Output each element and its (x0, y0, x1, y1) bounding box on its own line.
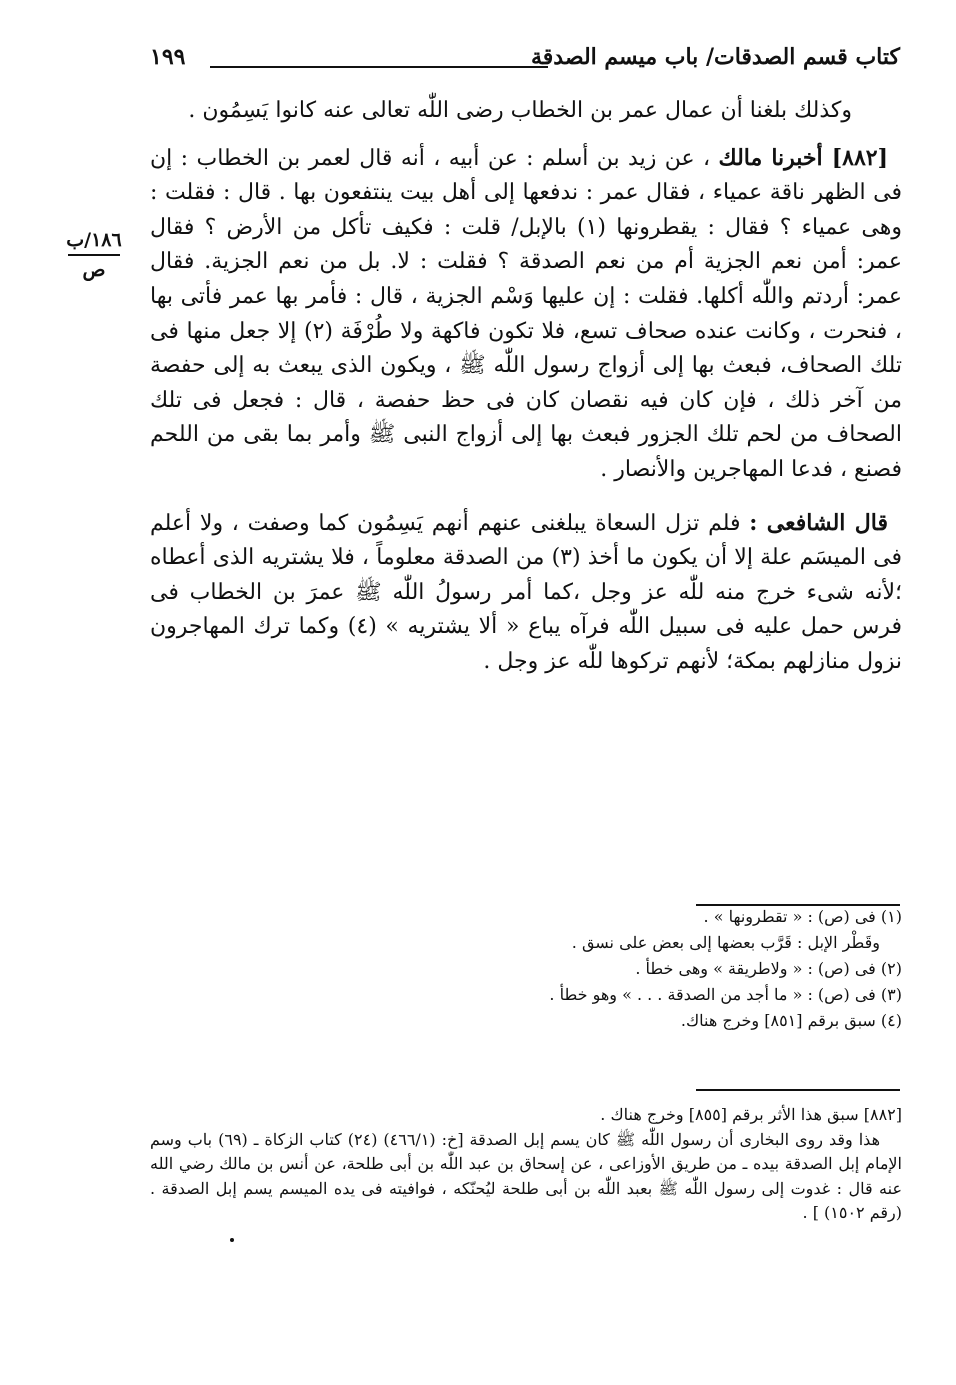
manuscript-folio-note (62, 228, 126, 282)
shafii-text: فلم تزل السعاة يبلغنى عنهم أنهم يَسِمُون كما وصفت ، ولا أعلم فى الميسَم علة إلا أن يكون ما أخذ (٣) من الصدقة معلوماً ، فلا يشتريه الذى أعطاه ؛لأنه شىء خرج منه للّٰه عز وجل ،كما أمر رسولُ اللّٰه ﷺ عمرَ بن الخطاب فى فرس حمل عليه فى سبيل اللّٰه فرآه يباع « ألا يشتريه » (٤) وكما ترك المهاجرون نزول منازلهم بمكة؛ لأنهم تركوها للّٰه عز وجل . (150, 510, 902, 674)
footnote-1: (١) فى (ص) : « تقطرونها » . (703, 907, 902, 926)
manuscript-siglum: ص (82, 259, 106, 281)
main-text (150, 94, 902, 680)
folio-reference: ١٨٦/ب (66, 229, 122, 251)
footnote-1-gloss: وقَطْر الإبل : قَرَّب بعضها إلى بعض على نسق . (571, 933, 880, 952)
footnote-3: (٣) فى (ص) : « ما أجد من الصدقة . . . » وهو خطأ . (549, 985, 902, 1004)
footnote-4: (٤) سبق برقم [٨٥١] وخرج هناك. (680, 1011, 902, 1030)
athar-882-paragraph (150, 141, 902, 488)
athar-text: ، عن زيد بن أسلم : عن أبيه ، أنه قال لعمر بن الخطاب : إن فى الظهر ناقة عمياء ، فقال عمر : ندفعها إلى أهل بيت ينتفعون بها . قال : فقلت : وهى عمياء ؟ فقال : يقطرونها (١) بالإبل/ قلت : فكيف تأكل من الأرض ؟ فقال عمر: أمن نعم الجزية أم من نعم الصدقة ؟ فقلت : لا. بل من نعم الجزية. فقال عمر: أردتم واللّٰه أكلها. فقلت : إن عليها وَسْم الجزية ، قال : فأمر بها عمر فأتى بها ، فنحرت ، وكانت عنده صحاف تسع، فلا تكون فاكهة ولا طُرْفَة (٢) إلا جعل منها فى تلك الصحاف، فبعث بها إلى أزواج رسول اللّٰه ﷺ ، ويكون الذى يبعث به إلى حفصة من آخر ذلك ، فإن كان فيه نقصان كان فى حظ حفصة ، قال : فجعل فى تلك الصحاف من لحم تلك الجزور فبعث بها إلى أزواج النبى ﷺ وأمر بما بقى من اللحم فصنع ، فدعا المهاجرين والأنصار . (150, 145, 902, 482)
footnotes (150, 904, 902, 1034)
header-rule (210, 66, 548, 68)
footnote-2: (٢) فى (ص) : « ولاطريقة » وهى خطأ . (635, 959, 902, 978)
page-number: ١٩٩ (150, 44, 186, 70)
ink-dot (230, 1238, 234, 1242)
takhrij-notes (150, 1103, 902, 1226)
header-title: كتاب قسم الصدقات/ باب ميسم الصدقة (531, 44, 900, 70)
takhrij-rule (696, 1089, 900, 1091)
folio-rule (68, 254, 120, 256)
running-header (150, 44, 900, 84)
shafii-lead: قال الشافعى : (749, 509, 888, 536)
takhrij-line-1: [٨٨٢] سبق هذا الأثر برقم [٨٥٥] وخرج هناك . (600, 1105, 902, 1124)
athar-lead: [٨٨٢] أخبرنا مالك (718, 144, 888, 171)
takhrij-line-2: هذا وقد روى البخارى أن رسول اللّٰه ﷺ كان يسم إبل الصدقة [خ: (٤٦٦/١) (٢٤) كتاب الزكاة ـ (٦٩) باب وسم الإمام إبل الصدقة بيده ـ من طريق الأوزاعى ، عن إسحاق بن عبد اللّٰه بن أبى طلحة، عن أنس بن مالك رضي الله عنه قال : غدوت إلى رسول اللّٰه ﷺ بعبد اللّٰه بن أبى طلحة ليُحنّكه ، فوافيته فى يده الميسم يسم إبل الصدقة . (رقم ١٥٠٢) ] . (150, 1129, 902, 1222)
shafii-paragraph (150, 506, 902, 680)
opening-paragraph: وكذلك بلغنا أن عمال عمر بن الخطاب رضى اللّٰه تعالى عنه كانوا يَسِمُون . (188, 98, 852, 123)
